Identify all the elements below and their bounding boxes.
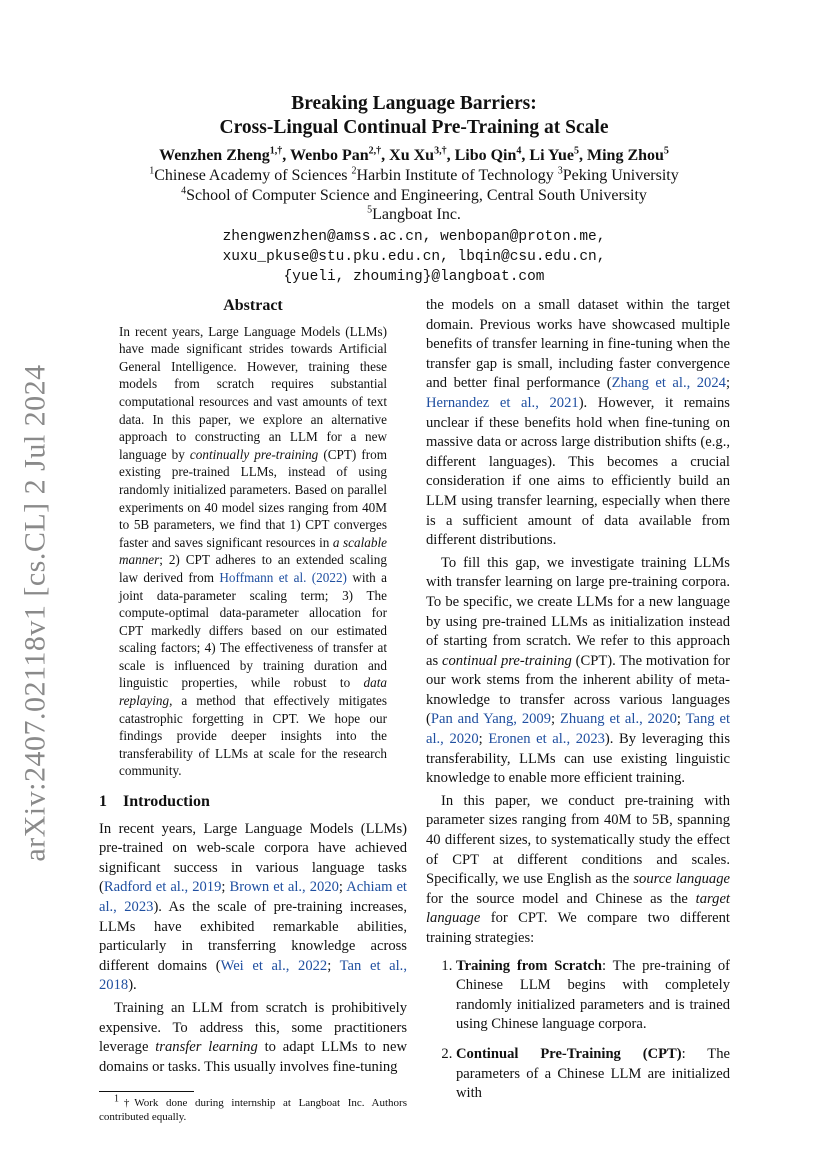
text-segment: ;	[676, 711, 686, 728]
author-sup: 5	[663, 145, 669, 157]
text-segment: (CPT). The motivation for our work stems from the inherent ability of meta-knowledge to transfer across various languages (	[426, 652, 731, 728]
list-item-term: Continual Pre-Training (CPT)	[456, 1045, 682, 1062]
abstract-segment: In recent years, Large Language Models (LLMs) have made significant strides towards Artificial General Intelligence. However, training these models from scratch requires substantial computational resources and vast amounts of text data. In this paper, we explore an alternative approach to constructing an LLM for a new language by	[119, 323, 387, 462]
right-paragraph-3	[426, 792, 730, 949]
affiliations-line-3	[0, 205, 828, 225]
abstract-segment: (CPT) from existing pre-trained LLMs, instead of using randomly initialized parameters. Based on parallel experiments on 40 model sizes ranging from 40M to 5B parameters, we find that 1) CPT converges faster and saves significant resources in	[119, 446, 387, 550]
right-paragraph-1	[426, 296, 730, 551]
abstract-emphasis: data replaying	[119, 675, 387, 709]
abstract-text	[99, 323, 407, 780]
affiliation: Peking University	[562, 167, 679, 184]
author-sup: 1,†	[269, 145, 283, 157]
footnote-text: †Work done during internship at Langboat Inc. Authors contributed equally.	[99, 1097, 407, 1124]
email-line[interactable]: {yueli, zhouming}@langboat.com	[283, 268, 545, 285]
text-segment: for the source model and Chinese as the	[426, 890, 696, 907]
text-segment: In this paper, we conduct pre-training with parameter sizes ranging from 40M to 5B, spanning 40 different sizes, to systematically study the effect of CPT at different conditions and scales. Specifically, we use English as the	[426, 792, 730, 888]
right-column	[426, 296, 730, 1114]
text-segment: ;	[221, 879, 230, 896]
author-name: Wenzhen Zheng	[159, 147, 270, 164]
left-column	[99, 296, 407, 1124]
text-segment: Training an LLM from scratch is prohibitively expensive. To address this, some practitioners leverage	[99, 999, 407, 1056]
author-name: Ming Zhou	[587, 147, 664, 164]
affiliation-sup: 5	[367, 204, 373, 216]
affiliation: Harbin Institute of Technology	[356, 167, 558, 184]
abstract-heading: Abstract	[223, 297, 283, 314]
text-segment: ;	[478, 731, 489, 748]
abstract-emphasis: continually pre-training	[189, 446, 319, 462]
text-segment: ). However, it remains unclear if these benefits hold when fine-tuning on massive data or across large distribution shifts (e.g., different languages). This becomes a crucial consideration if one aims to efficiently build an LLM using transfer learning, especially when there is a sufficient amount of data available from different distributions.	[426, 394, 730, 549]
text-segment: ;	[327, 957, 340, 974]
author-name: Li Yue	[529, 147, 574, 164]
text-segment: ;	[338, 879, 347, 896]
affiliations-line-2	[0, 186, 828, 206]
abstract-segment: ; 2) CPT adheres to an extended scaling law derived from	[119, 552, 387, 585]
author-list: Wenzhen Zheng$^{1,\dagger}$, Wenbo Pan$^{2,\dagger}$, Xu $Xu^{3,\dagger}$, Libo Qin$^4$, Li Yue$^5$, Ming Zhou$^5$	[159, 145, 669, 164]
citation-link[interactable]: Zhuang et al., 2020	[560, 711, 677, 728]
intro-paragraph-1	[99, 820, 407, 996]
email-list	[0, 227, 828, 287]
text-segment: the models on a small dataset within the target domain. Previous works have showcased multiple benefits of transfer learning in fine-tuning when the transfer gap is small, including faster convergence and better final performance (	[426, 297, 730, 392]
intro-paragraph-2	[99, 999, 407, 1077]
list-item	[456, 957, 730, 1035]
text-segment: ).	[128, 977, 137, 994]
author-sup: 2,†	[368, 145, 382, 157]
text-segment: to adapt LLMs to new domains or tasks. This usually involves fine-tuning	[99, 1039, 407, 1075]
list-item-text: : The pre-training of Chinese LLM begins with completely randomly initialized parameters and is trained using Chinese language corpora.	[456, 957, 731, 1033]
list-item-text: : The parameters of a Chinese LLM are initialized with	[456, 1045, 730, 1102]
text-emphasis: continual pre-training	[442, 652, 572, 669]
text-segment: In recent years, Large Language Models (LLMs) pre-trained on web-scale corpora have achieved significant success in various language tasks (	[99, 820, 407, 896]
author-sup: 5	[574, 145, 579, 157]
affiliation-sup: 3	[557, 165, 563, 177]
affiliation: School of Computer Science and Engineering, Central South University	[186, 186, 647, 204]
text-segment: for CPT. We compare two different training strategies:	[426, 910, 730, 946]
abstract-emphasis: a scalable manner	[119, 534, 387, 568]
text-segment: To fill this gap, we investigate training LLMs with transfer learning on large pre-training corpora. To be specific, we create LLMs for a new language by using pre-trained LLMs as initialization instead of starting from scratch. We refer to this approach as	[426, 554, 730, 669]
email-line[interactable]: zhengwenzhen@amss.ac.cn, wenbopan@proton.me,	[222, 228, 606, 245]
author-sup: 3,†	[434, 145, 447, 157]
email-line[interactable]: xuxu_pkuse@stu.pku.edu.cn, lbqin@csu.edu.cn,	[222, 248, 606, 265]
list-item-term: Training from Scratch	[456, 957, 603, 974]
author-sup: 4	[516, 145, 522, 157]
affiliation-sup: 1	[149, 165, 155, 177]
text-segment: ;	[551, 711, 560, 728]
citation-link[interactable]: Wei et al., 2022	[220, 957, 328, 974]
right-paragraph-2	[426, 554, 730, 789]
section-title: Introduction	[123, 793, 210, 811]
text-segment: ). As the scale of pre-training increases, LLMs have exhibited remarkable abilities, particularly in transferring knowledge across different domains (	[99, 899, 407, 974]
paper-header	[0, 92, 828, 287]
text-segment: ). By leveraging this transferability, LLMs can use existing linguistic knowledge to enable more efficient training.	[426, 731, 731, 787]
citation-link[interactable]: Brown et al., 2020	[229, 879, 339, 896]
paper-title	[0, 92, 828, 140]
citation-link[interactable]: Pan and Yang, 2009	[430, 711, 552, 728]
abstract-segment: , a method that effectively mitigates catastrophic forgetting in CPT. We hope our findings provide deeper insights into the transferability of LLMs at scale for the research community.	[119, 693, 387, 779]
arxiv-identifier: arXiv:2407.02118v1 [cs.CL] 2 Jul 2024	[19, 364, 52, 862]
citation-link[interactable]: Achiam et al., 2023	[99, 879, 407, 915]
text-emphasis: source language	[633, 871, 731, 888]
footnote-mark: 1	[114, 1093, 119, 1105]
affiliation-sup: 2	[351, 165, 357, 177]
citation-link[interactable]: Tan et al., 2018	[99, 957, 407, 994]
text-emphasis: transfer learning	[155, 1039, 258, 1056]
affiliations-line-1	[0, 166, 828, 186]
text-segment: ;	[725, 375, 730, 392]
citation-link[interactable]: Tang et al., 2020	[426, 711, 731, 748]
text-emphasis: target language	[426, 890, 730, 927]
affiliation: Chinese Academy of Sciences	[154, 167, 352, 184]
citation-link[interactable]: Hernandez et al., 2021	[426, 394, 579, 411]
abstract-segment: with a joint data-parameter scaling term; 3) The compute-optimal data-parameter allocation for CPT markedly differs based on our estimated scaling factors; 4) The effectiveness of transfer at scale is influenced by training duration and linguistic properties, while robust to	[119, 569, 388, 691]
list-item	[456, 1045, 730, 1104]
affiliation-sup: 4	[181, 185, 187, 197]
footnote	[99, 1093, 407, 1124]
affiliation: Langboat Inc.	[372, 206, 461, 223]
citation-link[interactable]: Hoffmann et al. (2022)	[219, 569, 347, 585]
author-name: Xu Xu	[389, 147, 435, 164]
section-heading-introduction	[99, 792, 407, 812]
title-line-2: Cross-Lingual Continual Pre-Training at Scale	[219, 117, 609, 138]
citation-link[interactable]: Radford et al., 2019	[103, 879, 222, 896]
citation-link[interactable]: Eronen et al., 2023	[488, 731, 605, 748]
author-name: Wenbo Pan	[289, 147, 369, 164]
arxiv-sidebar	[19, 364, 52, 862]
section-number: 1	[99, 793, 107, 811]
author-name: Libo Qin	[454, 147, 517, 164]
footnote-divider	[99, 1091, 194, 1092]
title-line-1: Breaking Language Barriers:	[291, 93, 537, 114]
citation-link[interactable]: Zhang et al., 2024	[611, 375, 726, 392]
training-strategies-list	[426, 957, 730, 1104]
